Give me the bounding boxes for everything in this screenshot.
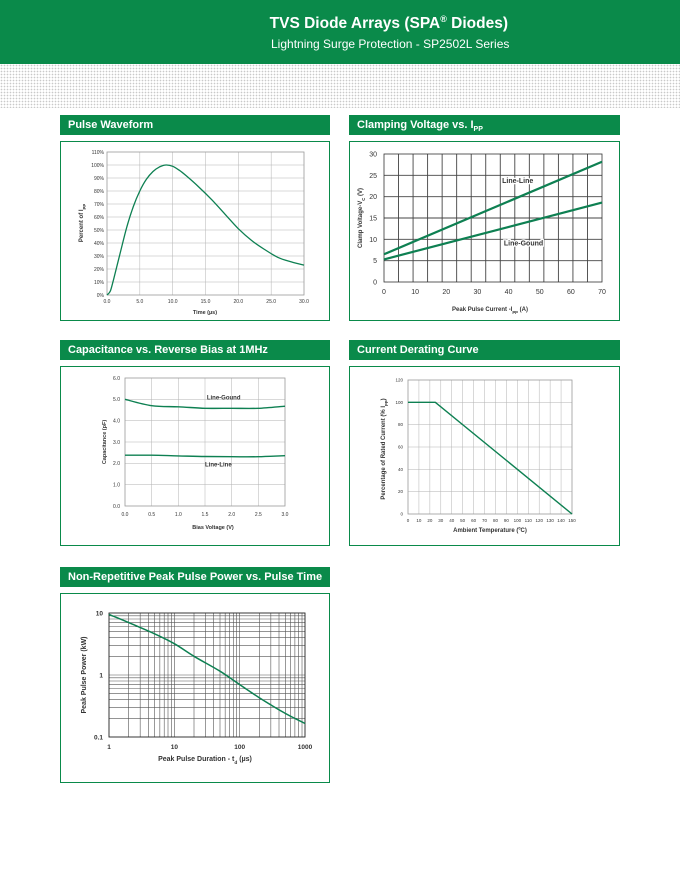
y-tick-label: 0 <box>400 511 403 517</box>
y-tick-label: 100% <box>91 162 104 169</box>
y-tick-label: 40% <box>93 240 104 247</box>
x-tick-label: 1.0 <box>174 512 182 518</box>
x-tick-label: 110 <box>524 518 532 523</box>
x-tick-label: 0.0 <box>121 512 129 518</box>
x-axis-label-sub: PP <box>512 309 518 315</box>
y-tick-label: 90% <box>93 175 104 182</box>
section-header-peak-pulse-power: Non-Repetitive Peak Pulse Power vs. Pulse Time <box>60 567 330 587</box>
section-header-pulse-waveform: Pulse Waveform <box>60 115 330 135</box>
x-tick-label: 10.0 <box>167 299 178 305</box>
x-tick-label: 30 <box>438 518 444 523</box>
pulse-waveform-chart <box>61 142 329 320</box>
y-tick-label: 30% <box>93 253 104 260</box>
y-axis-label <box>381 398 389 499</box>
x-axis-label: Ambient Temperature (ºC) <box>453 528 527 534</box>
section-header-capacitance: Capacitance vs. Reverse Bias at 1MHz <box>60 340 330 360</box>
series-label-line-gound: Line-Gound <box>503 240 544 248</box>
x-tick-label: 30.0 <box>299 299 309 305</box>
series-label-line-line: Line-Line <box>204 462 232 469</box>
peak-pulse-power-chart <box>61 594 329 782</box>
x-tick-label: 150 <box>568 518 576 523</box>
x-tick-label: 60 <box>566 289 575 296</box>
y-tick-label: 70% <box>93 201 104 208</box>
x-tick-label: 100 <box>234 744 246 751</box>
y-tick-label: 1.0 <box>113 482 120 489</box>
x-axis-label-text: Peak Pulse Duration - t <box>158 756 235 763</box>
y-tick-label: 2.0 <box>113 461 120 468</box>
y-tick-label: 60 <box>397 444 403 450</box>
series-label-line-gound: Line-Gound <box>206 395 241 402</box>
y-axis-label-text: Percent of I <box>79 209 85 243</box>
x-tick-label: 30 <box>473 289 482 296</box>
x-tick-label: 3.0 <box>281 512 289 518</box>
x-tick-label: 10 <box>416 518 422 523</box>
x-tick-label: 100 <box>513 518 522 523</box>
y-tick-label: 4.0 <box>113 418 120 425</box>
y-axis-label: Capacitance (pF) <box>102 419 108 465</box>
x-tick-label: 50 <box>460 518 466 523</box>
x-tick-label: 40 <box>504 289 513 296</box>
panel-peak-pulse-power <box>60 593 330 783</box>
y-tick-label: 60% <box>93 214 104 221</box>
x-axis-label-sub: d <box>234 760 238 766</box>
y-tick-label: 80 <box>397 422 403 428</box>
y-tick-label: 110% <box>91 149 104 156</box>
series-label-line-line: Line-Line <box>502 178 534 186</box>
x-axis-label: Time (µs) <box>192 310 218 316</box>
y-tick-label: 10 <box>369 236 377 244</box>
y-axis-label: Peak Pulse Power (kW) <box>81 636 88 714</box>
y-tick-label: 10% <box>93 279 104 286</box>
x-tick-label: 40 <box>449 518 455 523</box>
x-tick-label: 10 <box>411 289 420 296</box>
section-header-clamping-voltage: Clamping Voltage vs. $I_{PP}$ <box>349 115 620 135</box>
x-tick-label: 15.0 <box>200 299 211 305</box>
series-line-0 <box>408 402 572 514</box>
x-tick-label: 60 <box>471 518 477 523</box>
y-tick-label: 0.0 <box>113 503 120 510</box>
section-header-current-derating: Current Derating Curve <box>349 340 620 360</box>
y-axis-label-unit: (V) <box>358 188 364 198</box>
x-tick-label: 2.0 <box>228 512 236 518</box>
y-axis-label-text: Percentage of Rated Current (% I <box>381 405 387 500</box>
y-axis-label-sub: PP <box>383 400 389 406</box>
y-tick-label: 1 <box>99 672 103 680</box>
y-tick-label: 30 <box>369 151 377 159</box>
x-axis-label <box>158 756 252 766</box>
y-tick-label: 50% <box>93 227 104 234</box>
panel-current-derating <box>349 366 620 546</box>
y-tick-label: 3.0 <box>113 439 120 446</box>
y-tick-label: 20 <box>397 489 403 495</box>
x-tick-label: 90 <box>503 518 509 523</box>
series-line-line-gound <box>384 203 602 260</box>
x-axis-label: Bias Voltage (V) <box>192 525 234 531</box>
x-tick-label: 1.5 <box>201 512 209 518</box>
x-tick-label: 20 <box>427 518 433 523</box>
panel-pulse-waveform <box>60 141 330 321</box>
y-tick-label: 80% <box>93 188 104 195</box>
x-axis-label-text: Peak Pulse Current -I <box>452 307 513 313</box>
panel-capacitance <box>60 366 330 546</box>
y-axis-label-text: Clamp Voltage-V <box>358 200 364 248</box>
y-tick-label: 0 <box>373 279 377 287</box>
x-tick-label: 1 <box>107 744 111 751</box>
page-title: TVS Diode Arrays (SPA® Diodes) <box>269 14 508 33</box>
x-tick-label: 1000 <box>297 744 313 751</box>
x-tick-label: 80 <box>492 518 498 523</box>
x-tick-label: 0.0 <box>103 299 111 305</box>
page-subtitle: Lightning Surge Protection - SP2502L Series <box>271 37 510 51</box>
y-axis-label <box>358 188 366 248</box>
y-axis-label-sub: C <box>360 197 366 201</box>
y-tick-label: 5 <box>373 258 377 266</box>
y-tick-label: 6.0 <box>113 375 120 382</box>
x-tick-label: 5.0 <box>136 299 144 305</box>
y-tick-label: 100 <box>395 399 403 405</box>
x-tick-label: 70 <box>598 289 606 296</box>
y-axis-label <box>79 204 87 242</box>
clamping-voltage-chart <box>350 142 619 320</box>
y-axis-label-close: ) <box>381 398 387 401</box>
x-tick-label: 20.0 <box>233 299 244 305</box>
y-tick-label: 25 <box>369 172 377 180</box>
x-axis-label-unit: (µs) <box>237 756 252 763</box>
x-tick-label: 70 <box>482 518 488 523</box>
x-tick-label: 0 <box>382 289 386 296</box>
page-header <box>0 0 680 64</box>
x-axis-label <box>452 307 528 315</box>
x-tick-label: 0 <box>406 518 410 523</box>
y-axis-label-sub: PP <box>81 203 87 210</box>
x-tick-label: 0.5 <box>148 512 156 518</box>
x-tick-label: 120 <box>535 518 543 523</box>
x-tick-label: 20 <box>442 289 451 296</box>
x-tick-label: 140 <box>557 518 565 523</box>
y-tick-label: 5.0 <box>113 397 120 404</box>
dot-pattern-band <box>0 64 680 108</box>
y-tick-label: 10 <box>95 610 103 618</box>
y-tick-label: 0% <box>96 292 104 299</box>
x-tick-label: 10 <box>170 744 178 751</box>
y-tick-label: 20 <box>369 194 377 202</box>
x-axis-label-unit: (A) <box>517 307 528 313</box>
panel-clamping-voltage <box>349 141 620 321</box>
current-derating-chart <box>350 367 619 545</box>
x-tick-label: 50 <box>535 289 544 296</box>
y-tick-label: 15 <box>369 215 377 223</box>
y-tick-label: 0.1 <box>93 734 103 742</box>
y-tick-label: 40 <box>397 466 403 472</box>
y-tick-label: 20% <box>93 266 104 273</box>
y-tick-label: 120 <box>395 377 403 383</box>
x-tick-label: 130 <box>546 518 554 523</box>
x-tick-label: 25.0 <box>266 299 277 305</box>
x-tick-label: 2.5 <box>254 512 262 518</box>
capacitance-chart <box>61 367 329 545</box>
